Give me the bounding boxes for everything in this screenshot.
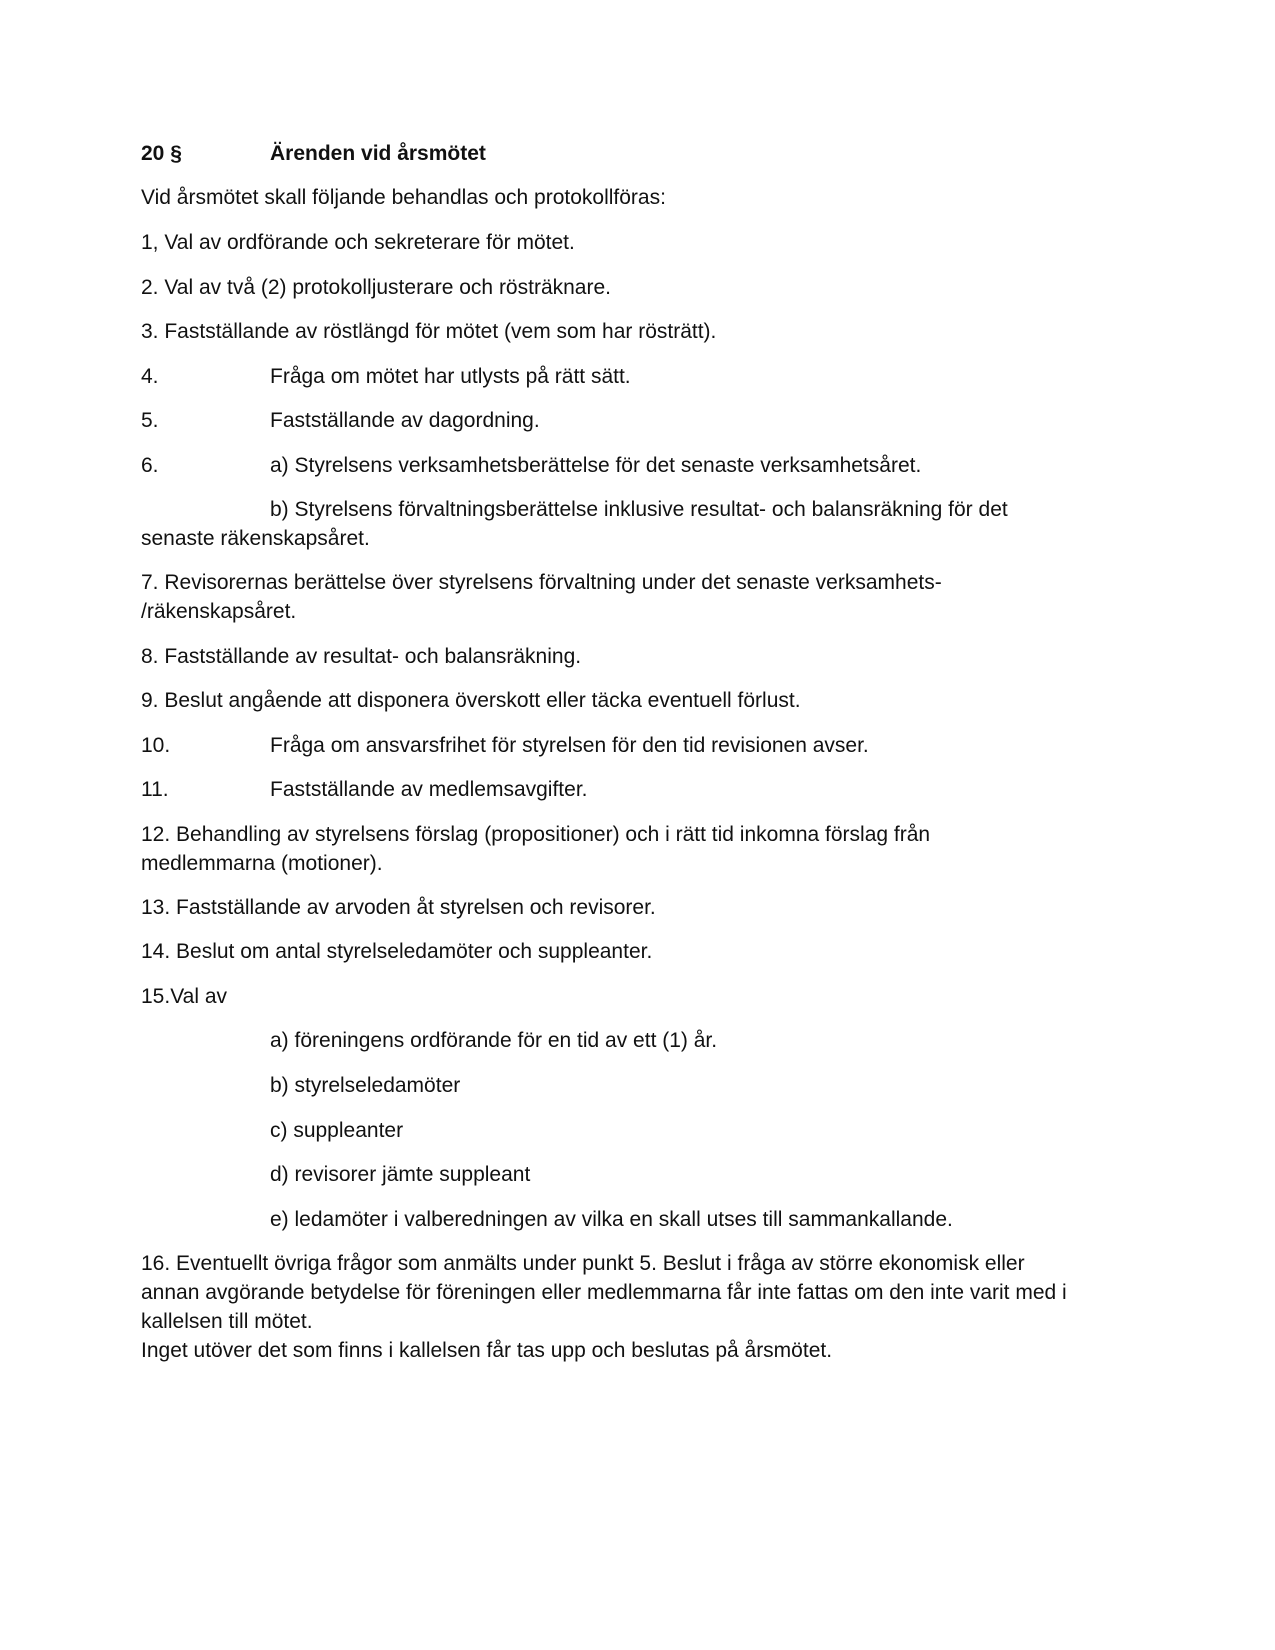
- agenda-item-16-line-2: annan avgörande betydelse för föreningen eller medlemmarna får inte fattas om den inte varit med i: [141, 1281, 1067, 1304]
- agenda-item-8: 8. Fastställande av resultat- och balansräkning.: [141, 645, 582, 668]
- agenda-item-11-text: Fastställande av medlemsavgifter.: [270, 778, 588, 801]
- agenda-item-10-number: 10.: [141, 734, 171, 757]
- agenda-item-6a: a) Styrelsens verksamhetsberättelse för det senaste verksamhetsåret.: [270, 454, 922, 477]
- agenda-item-7-line-2: /räkenskapsåret.: [141, 600, 297, 623]
- section-title: Ärenden vid årsmötet: [270, 142, 486, 165]
- agenda-item-10-text: Fråga om ansvarsfrihet för styrelsen för den tid revisionen avser.: [270, 734, 869, 757]
- agenda-item-7-line-1: 7. Revisorernas berättelse över styrelsens förvaltning under det senaste verksamhets-: [141, 571, 942, 594]
- agenda-item-1: 1, Val av ordförande och sekreterare för mötet.: [141, 231, 575, 254]
- agenda-item-15d: d) revisorer jämte suppleant: [270, 1163, 531, 1186]
- agenda-item-3: 3. Fastställande av röstlängd för mötet (vem som har rösträtt).: [141, 320, 717, 343]
- agenda-item-15a: a) föreningens ordförande för en tid av ett (1) år.: [270, 1029, 718, 1052]
- agenda-item-9: 9. Beslut angående att disponera överskott eller täcka eventuell förlust.: [141, 689, 801, 712]
- agenda-item-5-number: 5.: [141, 409, 159, 432]
- agenda-item-15b: b) styrelseledamöter: [270, 1074, 461, 1097]
- agenda-item-6b-line-1: b) Styrelsens förvaltningsberättelse inklusive resultat- och balansräkning för det: [270, 498, 1008, 521]
- intro-text: Vid årsmötet skall följande behandlas och protokollföras:: [141, 186, 666, 209]
- agenda-item-12-line-1: 12. Behandling av styrelsens förslag (propositioner) och i rätt tid inkomna förslag från: [141, 823, 931, 846]
- agenda-item-12-line-2: medlemmarna (motioner).: [141, 852, 383, 875]
- closing-statement: Inget utöver det som finns i kallelsen får tas upp och beslutas på årsmötet.: [141, 1339, 833, 1362]
- agenda-item-4-text: Fråga om mötet har utlysts på rätt sätt.: [270, 365, 631, 388]
- agenda-item-14: 14. Beslut om antal styrelseledamöter och suppleanter.: [141, 940, 653, 963]
- agenda-item-13: 13. Fastställande av arvoden åt styrelsen och revisorer.: [141, 896, 656, 919]
- agenda-item-15e: e) ledamöter i valberedningen av vilka en skall utses till sammankallande.: [270, 1208, 953, 1231]
- agenda-item-6b-line-2: senaste räkenskapsåret.: [141, 527, 370, 550]
- agenda-item-15c: c) suppleanter: [270, 1119, 404, 1142]
- agenda-item-15: 15.Val av: [141, 985, 227, 1008]
- agenda-item-16-line-3: kallelsen till mötet.: [141, 1310, 313, 1333]
- agenda-item-6-number: 6.: [141, 454, 159, 477]
- agenda-item-11-number: 11.: [141, 778, 169, 801]
- agenda-item-2: 2. Val av två (2) protokolljusterare och rösträknare.: [141, 276, 611, 299]
- agenda-item-5-text: Fastställande av dagordning.: [270, 409, 540, 432]
- agenda-item-16-line-1: 16. Eventuellt övriga frågor som anmälts under punkt 5. Beslut i fråga av större ekonomisk eller: [141, 1252, 1025, 1275]
- section-number: 20 §: [141, 142, 182, 165]
- agenda-item-4-number: 4.: [141, 365, 159, 388]
